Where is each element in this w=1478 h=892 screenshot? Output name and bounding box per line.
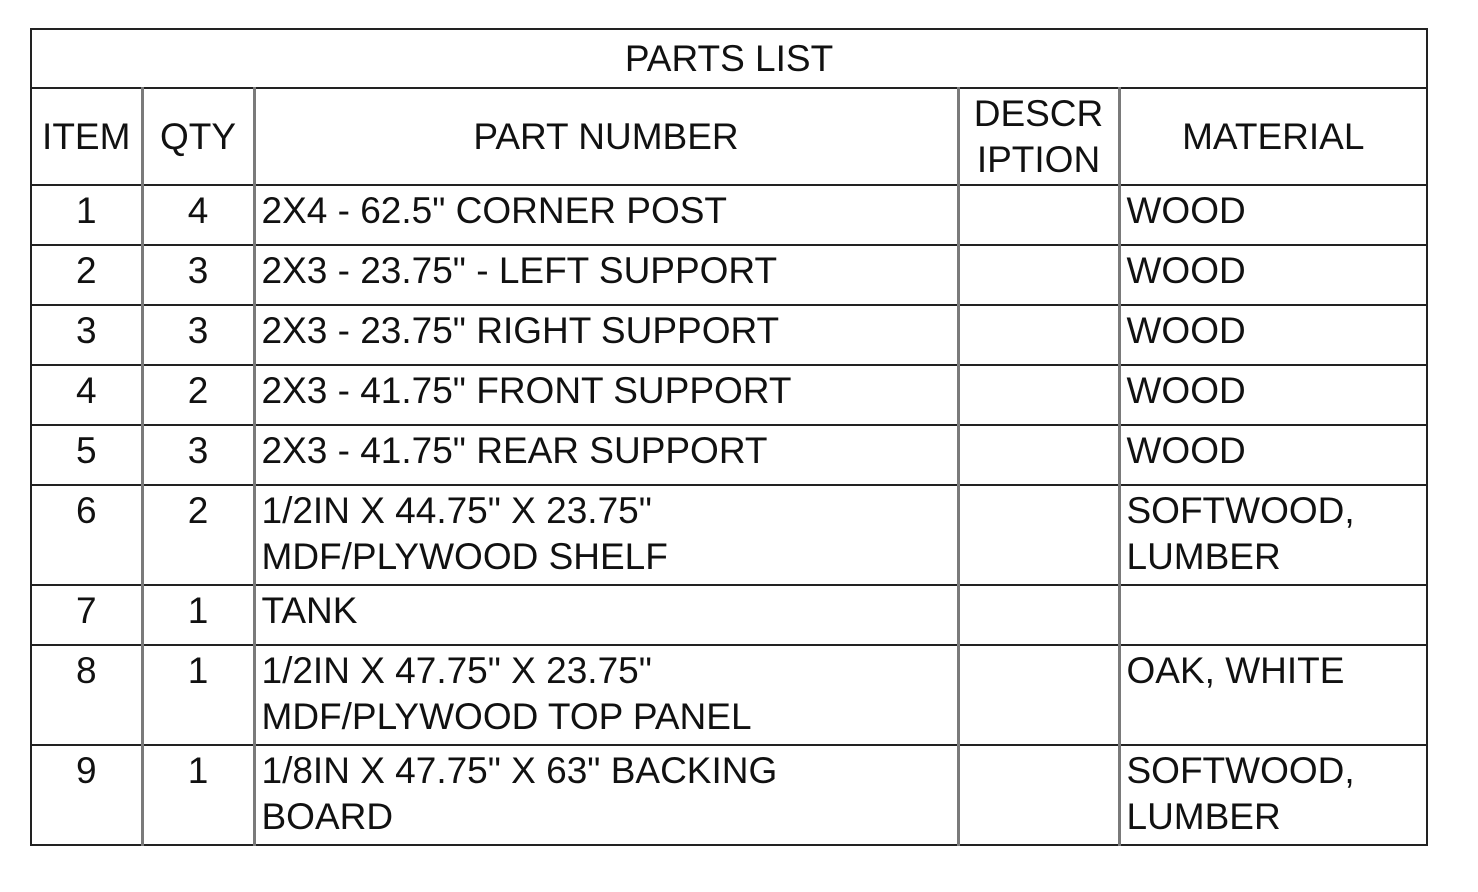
table-row — [31, 585, 1427, 645]
cell-description — [958, 425, 1119, 485]
cell-material: WOOD — [1119, 305, 1427, 365]
table-row — [31, 305, 1427, 365]
cell-qty: 4 — [142, 185, 254, 245]
cell-material: SOFTWOOD, LUMBER — [1119, 745, 1427, 845]
cell-description — [958, 245, 1119, 305]
cell-material: WOOD — [1119, 365, 1427, 425]
cell-part-number: 2X3 - 41.75" REAR SUPPORT — [254, 425, 958, 485]
cell-description — [958, 585, 1119, 645]
table-row — [31, 365, 1427, 425]
cell-qty: 2 — [142, 485, 254, 585]
cell-description — [958, 185, 1119, 245]
cell-qty: 1 — [142, 585, 254, 645]
header-material: MATERIAL — [1119, 88, 1427, 185]
table-row — [31, 645, 1427, 745]
cell-qty: 3 — [142, 245, 254, 305]
cell-part-number: 1/2IN X 47.75" X 23.75" MDF/PLYWOOD TOP PANEL — [254, 645, 958, 745]
header-qty: QTY — [142, 88, 254, 185]
cell-part-number: TANK — [254, 585, 958, 645]
table-row — [31, 745, 1427, 845]
cell-material: OAK, WHITE — [1119, 645, 1427, 745]
cell-item: 3 — [31, 305, 142, 365]
header-item: ITEM — [31, 88, 142, 185]
cell-material: WOOD — [1119, 245, 1427, 305]
cell-item: 5 — [31, 425, 142, 485]
cell-item: 8 — [31, 645, 142, 745]
cell-qty: 3 — [142, 425, 254, 485]
cell-item: 6 — [31, 485, 142, 585]
cell-material: SOFTWOOD, LUMBER — [1119, 485, 1427, 585]
cell-qty: 3 — [142, 305, 254, 365]
table-row — [31, 185, 1427, 245]
cell-qty: 1 — [142, 745, 254, 845]
table-row — [31, 485, 1427, 585]
cell-qty: 1 — [142, 645, 254, 745]
cell-material: WOOD — [1119, 425, 1427, 485]
cell-description — [958, 645, 1119, 745]
cell-description — [958, 305, 1119, 365]
cell-item: 2 — [31, 245, 142, 305]
cell-item: 1 — [31, 185, 142, 245]
header-part-number: PART NUMBER — [254, 88, 958, 185]
cell-part-number: 1/8IN X 47.75" X 63" BACKING BOARD — [254, 745, 958, 845]
table-title: PARTS LIST — [31, 29, 1427, 88]
cell-part-number: 1/2IN X 44.75" X 23.75" MDF/PLYWOOD SHELF — [254, 485, 958, 585]
table-row — [31, 425, 1427, 485]
table-row — [31, 245, 1427, 305]
cell-item: 7 — [31, 585, 142, 645]
cell-qty: 2 — [142, 365, 254, 425]
cell-part-number: 2X4 - 62.5" CORNER POST — [254, 185, 958, 245]
parts-list-table — [30, 28, 1428, 846]
cell-part-number: 2X3 - 41.75" FRONT SUPPORT — [254, 365, 958, 425]
cell-part-number: 2X3 - 23.75" - LEFT SUPPORT — [254, 245, 958, 305]
header-description: DESCR IPTION — [958, 88, 1119, 185]
cell-description — [958, 485, 1119, 585]
cell-item: 9 — [31, 745, 142, 845]
cell-description — [958, 745, 1119, 845]
cell-description — [958, 365, 1119, 425]
cell-material — [1119, 585, 1427, 645]
cell-part-number: 2X3 - 23.75" RIGHT SUPPORT — [254, 305, 958, 365]
cell-item: 4 — [31, 365, 142, 425]
cell-material: WOOD — [1119, 185, 1427, 245]
